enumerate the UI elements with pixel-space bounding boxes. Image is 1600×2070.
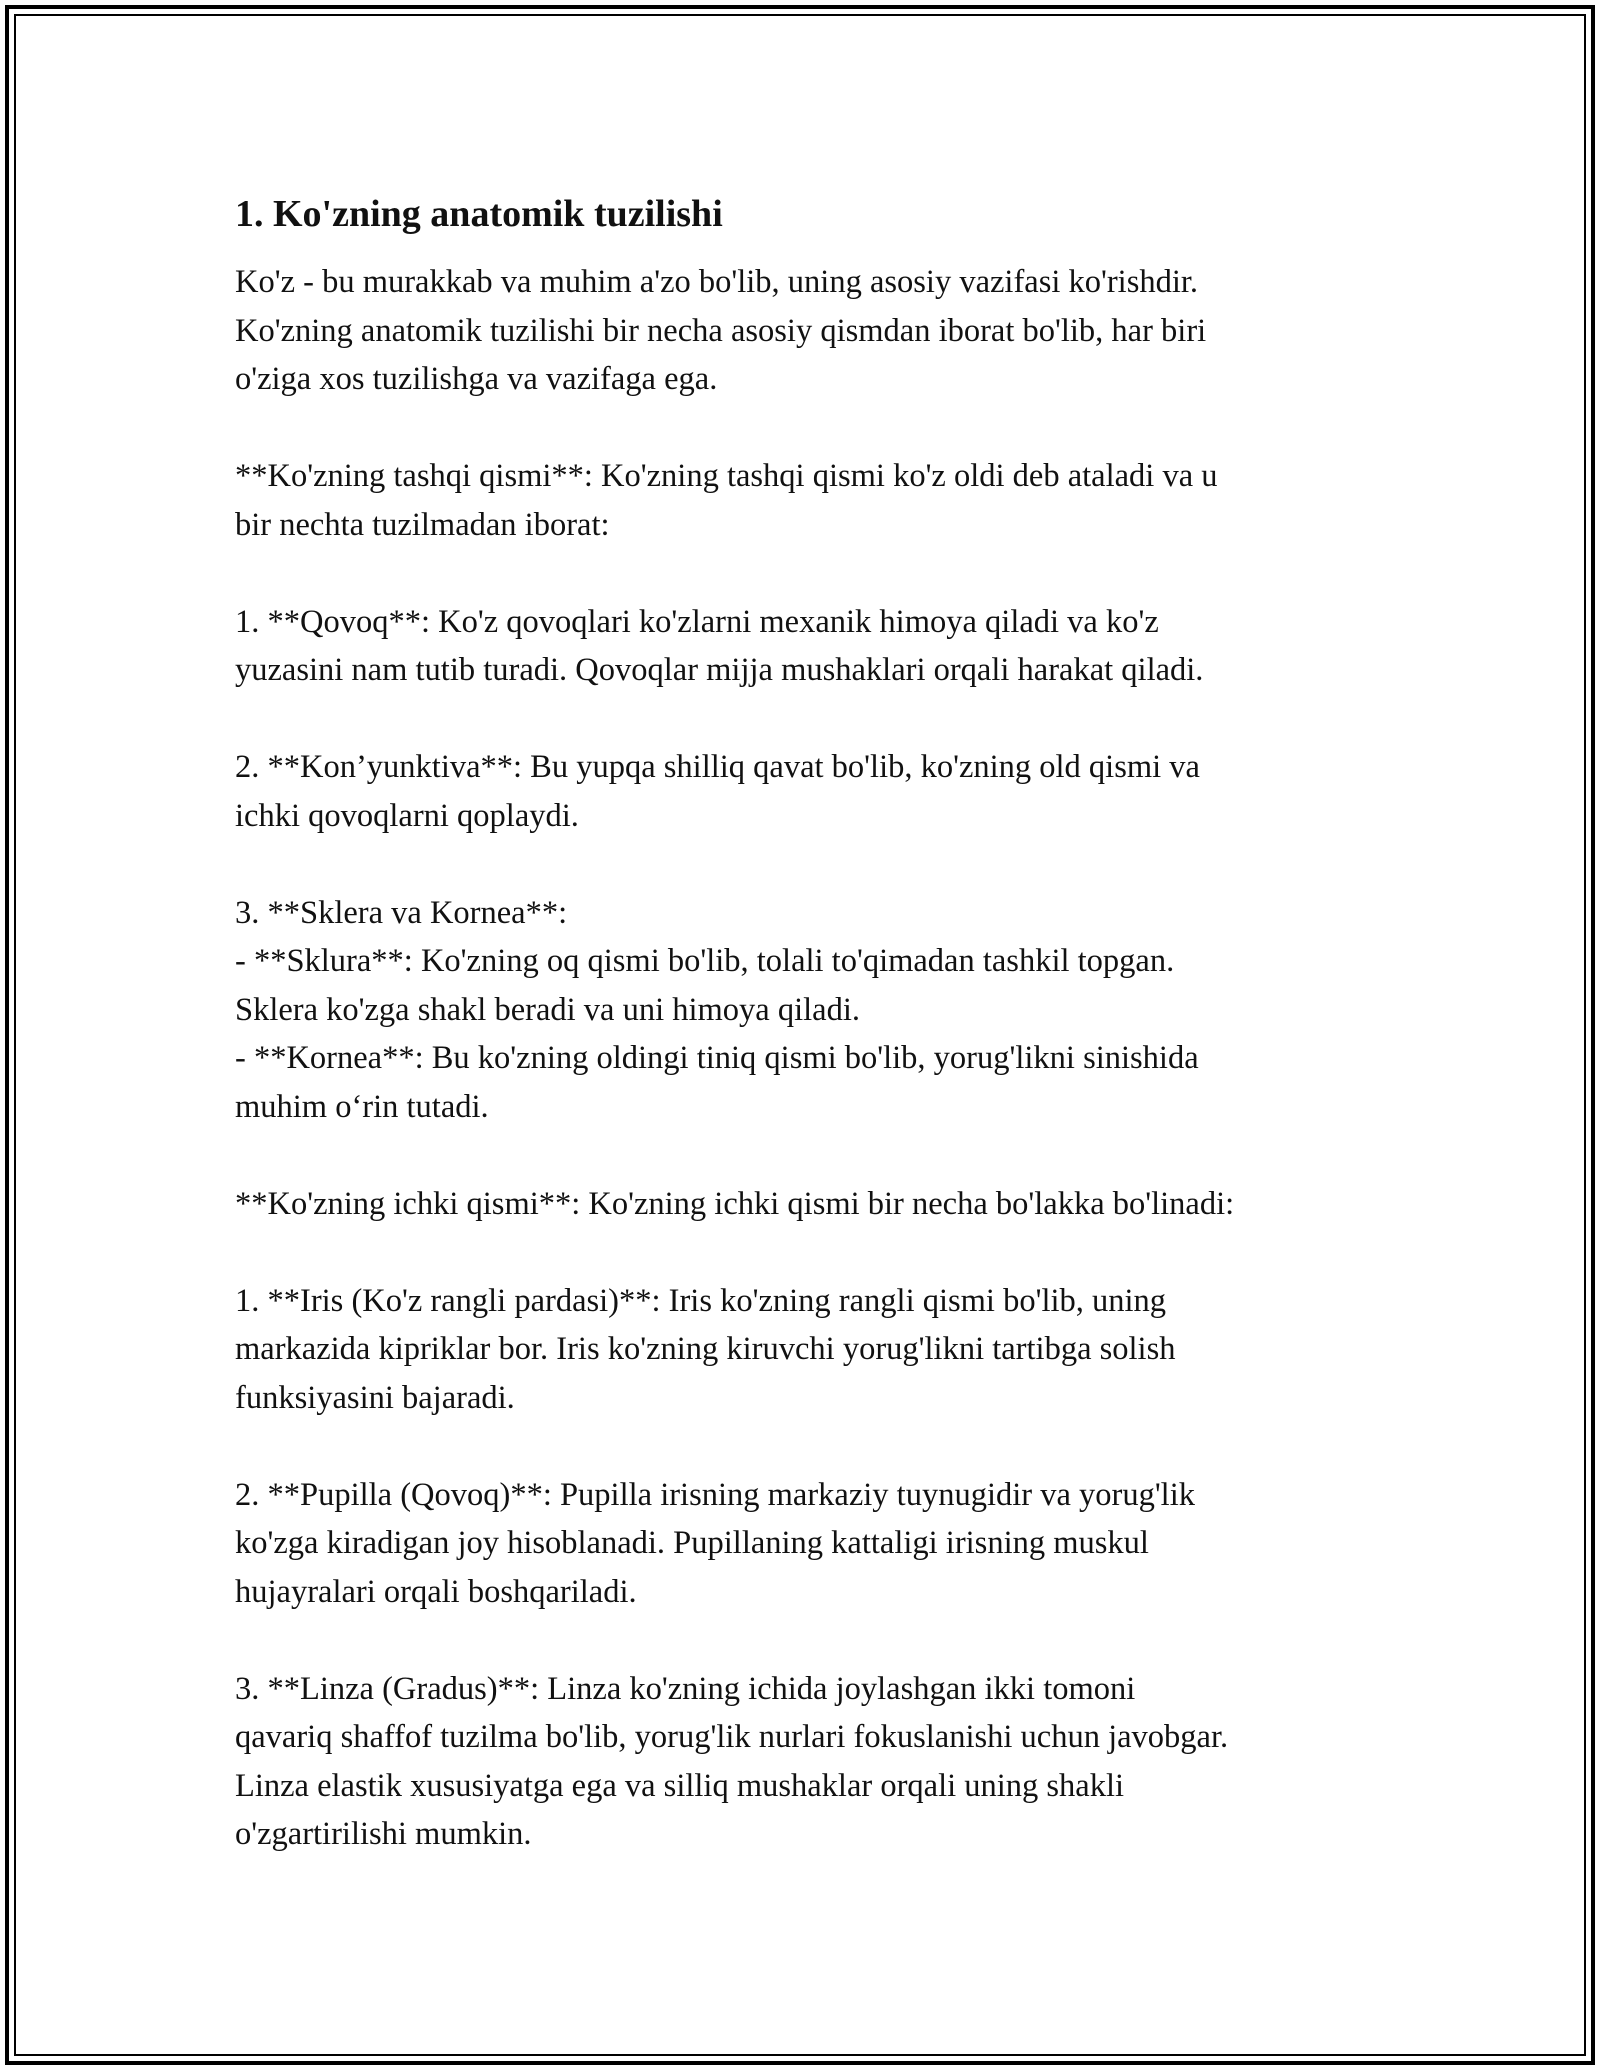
section-heading: 1. Ko'zning anatomik tuzilishi [235, 193, 723, 235]
iris-paragraph: 1. **Iris (Ko'z rangli pardasi)**: Iris ko'zning rangli qismi bo'lib, uning markazida kipriklar bor. Iris ko'zning kiruvchi yorug'likni tartibga solish funksiyasini bajaradi. [235, 1282, 1176, 1416]
paragraph-gap [235, 404, 1395, 453]
eyelid-paragraph: 1. **Qovoq**: Ko'z qovoqlari ko'zlarni mexanik himoya qiladi va ko'z yuzasini nam tutib turadi. Qovoqlar mijja mushaklari orqali harakat qiladi. [235, 603, 1204, 688]
paragraph-gap [235, 1422, 1395, 1471]
paragraph-gap [235, 695, 1395, 744]
paragraph-gap [235, 840, 1395, 889]
lens-paragraph: 3. **Linza (Gradus)**: Linza ko'zning ichida joylashgan ikki tomoni qavariq shaffof tuzilma bo'lib, yorug'lik nurlari fokuslanishi uchun javobgar. Linza elastik xususiyatga ega va silliq mushaklar orqali uning shakli o'zgartirilishi mumkin. [235, 1670, 1229, 1852]
intro-paragraph: Ko'z - bu murakkab va muhim a'zo bo'lib, uning asosiy vazifasi ko'rishdir. Ko'zning anatomik tuzilishi bir necha asosiy qismdan iborat bo'lib, har biri o'ziga xos tuzilishga va vazifaga ega. [235, 264, 1207, 397]
inner-part-paragraph: **Ko'zning ichki qismi**: Ko'zning ichki qismi bir necha bo'lakka bo'linadi: [235, 1185, 1235, 1222]
paragraph-gap [235, 1616, 1395, 1665]
outer-part-paragraph: **Ko'zning tashqi qismi**: Ko'zning tashqi qismi ko'z oldi deb ataladi va u bir nechta tuzilmadan iborat: [235, 458, 1218, 543]
pupil-paragraph: 2. **Pupilla (Qovoq)**: Pupilla irisning markaziy tuynugidir va yorug'lik ko'zga kiradigan joy hisoblanadi. Pupillaning kattaligi irisning muskul hujayralari orqali boshqariladi. [235, 1476, 1195, 1610]
document-body [235, 188, 1395, 1859]
paragraph-gap [235, 1131, 1395, 1180]
paragraph-gap [235, 1228, 1395, 1277]
paragraph-gap [235, 549, 1395, 598]
conjunctiva-paragraph: 2. **Kon’yunktiva**: Bu yupqa shilliq qavat bo'lib, ko'zning old qismi va ichki qovoqlarni qoplaydi. [235, 749, 1200, 834]
sclera-cornea-paragraph: 3. **Sklera va Kornea**: - **Sklura**: Ko'zning oq qismi bo'lib, tolali to'qimadan tashkil topgan. Sklera ko'zga shakl beradi va uni himoya qiladi. - **Kornea**: Bu ko'zning oldingi tiniq qismi bo'lib, yorug'likni sinishida muhim o‘rin tutadi. [235, 894, 1199, 1125]
